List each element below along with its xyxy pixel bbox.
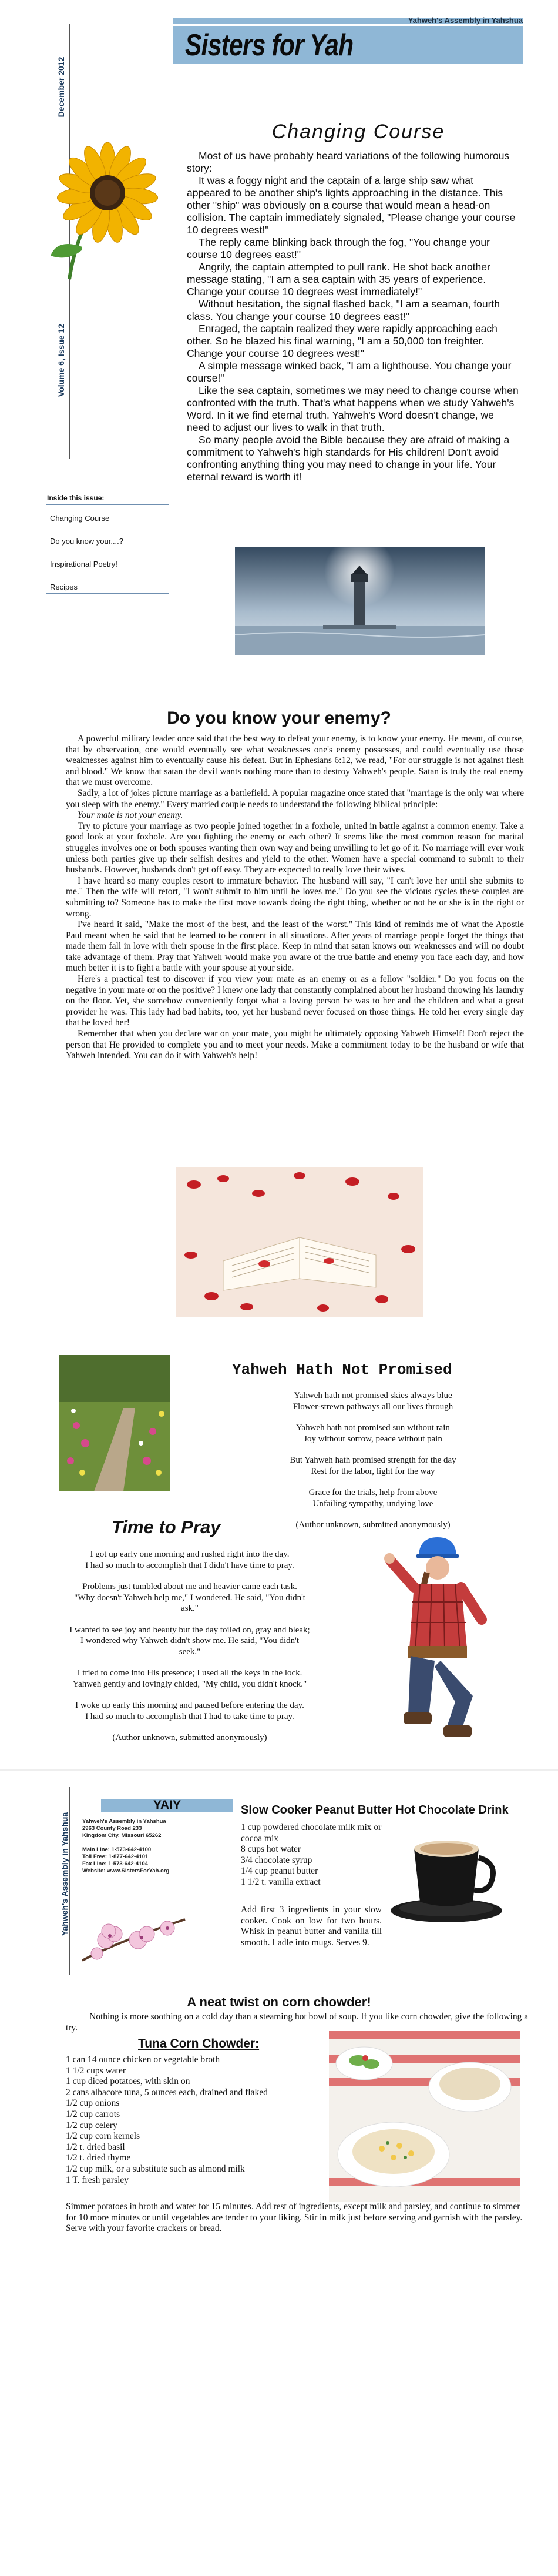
chowder-recipe-title: Tuna Corn Chowder: bbox=[138, 2037, 260, 2050]
chowder-directions: Simmer potatoes in broth and water for 15 minutes. Add rest of ingredients, except milk and parsley, and continue to simmer for 10 more minutes or until vegetables are tender to your liking. Stir in milk just before serving and garnish with the parsley. Serve with your favorite crackers or bread. bbox=[66, 2202, 523, 2234]
enemy-title: Do you know your enemy? bbox=[167, 708, 391, 728]
volume-issue: Volume 6, Issue 12 bbox=[56, 323, 66, 397]
page-title: Sisters for Yah bbox=[185, 28, 354, 62]
paragraph: Like the sea captain, sometimes we may need to change course when confronted with the truth. That's what happens when we study Yahweh's Word. In it we find eternal truth. Yahweh's Word doesn't change, we need to adjust our lives to walk in that truth. bbox=[187, 384, 519, 433]
garden-image bbox=[59, 1355, 170, 1491]
poem-credit: (Author unknown, submitted anonymously) bbox=[295, 1520, 451, 1530]
ingredient: 8 cups hot water bbox=[241, 1844, 301, 1855]
toc-item[interactable]: Do you know your....? bbox=[50, 537, 124, 546]
not-promised-title: Yahweh Hath Not Promised bbox=[232, 1361, 452, 1379]
ingredient: 1 cup diced potatoes, with skin on bbox=[66, 2076, 190, 2087]
kneeling-worker-image bbox=[373, 1520, 502, 1743]
vertical-rule-2 bbox=[69, 1787, 70, 1975]
ingredient: 1/4 cup peanut butter bbox=[241, 1866, 318, 1876]
paragraph: Enraged, the captain realized they were rapidly approaching each other. So he blazed his final warning, "I am a 50,000 ton freighter. Change your course 10 degrees west!" bbox=[187, 323, 498, 359]
page-divider bbox=[0, 1769, 558, 1771]
toc-heading: Inside this issue: bbox=[47, 494, 105, 502]
paragraph: Most of us have probably heard variations of the following humorous story: bbox=[187, 150, 510, 174]
paragraph: I've heard it said, "Make the most of the best, and the least of the worst." This kind of reminds me of what the Apostle Paul meant when he said that he learned to be content in all situations. After years of marriage people forget the things that made them fall in love with their spouse in the first place. Keep in mind that satan knows our weaknesses and will no doubt take advantage of them. Pray that Yahweh would make you aware of the true battle and enemy you face each day, and how much better it is to fight a battle with your spouse at your side. bbox=[66, 919, 524, 973]
ingredient: 1 T. fresh parsley bbox=[66, 2174, 129, 2185]
toc-item[interactable]: Changing Course bbox=[50, 514, 110, 523]
cocoa-title: Slow Cooker Peanut Butter Hot Chocolate Drink bbox=[241, 1804, 509, 1816]
contact-info: Yahweh's Assembly in Yahshua 2963 County Road 233 Kingdom City, Missouri 65262 Main Line: 1-573-642-4100 Toll Free: 1-877-642-4101 Fax Line: 1-573-642-4104 Website: www.SistersForYah.org bbox=[82, 1818, 170, 1874]
ingredient: 1/2 t. dried basil bbox=[66, 2142, 125, 2152]
not-promised-poem bbox=[276, 1390, 470, 1531]
side-org: Yahweh's Assembly in Yahshua bbox=[60, 1812, 69, 1936]
poem-stanza: Grace for the trials, help from above Unfailing sympathy, undying love bbox=[308, 1488, 438, 1508]
paragraph: Sadly, a lot of jokes picture marriage as a battlefield. A popular magazine once stated that "marriage is the only war where you sleep with the enemy." Every married couple needs to understand the following biblical principle: bbox=[66, 788, 524, 809]
yaiy-label: YAIY bbox=[153, 1798, 181, 1812]
ingredient: 3/4 chocolate syrup bbox=[241, 1855, 312, 1865]
ingredient: 1/2 cup celery bbox=[66, 2120, 117, 2130]
ingredient: 1/2 cup onions bbox=[66, 2098, 120, 2109]
paragraph: Try to picture your marriage as two people joined together in a foxhole, united in battle against a common enemy. Take a good look at your foxhole. Are you fighting the enemy or each other? It seems like the most common reason for marital struggles involves one or both spouses wanting their own way and being unwilling to let go of it. No marriage will ever work unless both parties give up their selfish desires and yield to the other. Women have a special command to submit to their husbands. However, husbands don't get off easy. They are expected to really love their wives. bbox=[66, 821, 524, 875]
poem-stanza: But Yahweh hath promised strength for the day Rest for the labor, light for the way bbox=[290, 1456, 456, 1476]
ingredient: 1/2 t. dried thyme bbox=[66, 2153, 131, 2163]
chowder-ingredients bbox=[66, 2055, 324, 2186]
paragraph: A powerful military leader once said that the best way to defeat your enemy, is to know your enemy. He meant, of course, that by observation, one would eventually see what weaknesses one's enemy possesses, and could eventually use those weaknesses against him to eventually cause his defeat. But in Ephesians 6:12, we read, "For our struggle is not against flesh and blood." We know that satan the devil wants nothing more than to destroy Yahweh's people. Satan is truly the real enemy that we must overcome. bbox=[66, 734, 524, 788]
paragraph: The reply came blinking back through the fog, "You change your course 10 degrees east!" bbox=[187, 236, 490, 260]
poem-stanza: I woke up early this morning and paused before entering the day. I had so much to accomplish that I had to take time to pray. bbox=[75, 1701, 304, 1721]
toc-item[interactable]: Recipes bbox=[50, 583, 78, 591]
header-org: Yahweh's Assembly in Yahshua bbox=[408, 16, 523, 25]
paragraph: Without hesitation, the signal flashed back, "I am a seaman, fourth class. You change your course 10 degrees east!" bbox=[187, 298, 500, 322]
cocoa-ingredients bbox=[241, 1822, 382, 1888]
toc-item[interactable]: Inspirational Poetry! bbox=[50, 560, 117, 568]
ingredient: 2 cans albacore tuna, 5 ounces each, drained and flaked bbox=[66, 2087, 268, 2097]
ingredient: 1 can 14 ounce chicken or vegetable broth bbox=[66, 2055, 220, 2065]
paragraph: So many people avoid the Bible because they are afraid of making a commitment to Yahweh's high standards for His children! Don't avoid confronting anything thing you may need to change in your life. Your eternal reward is worth it! bbox=[187, 434, 510, 483]
changing-course-title: Changing Course bbox=[271, 121, 445, 143]
paragraph: Your mate is not your enemy. bbox=[78, 810, 183, 821]
paragraph: Angrily, the captain attempted to pull rank. He shot back another message stating, "I am a sea captain with 35 years of experience. Change your course 10 degrees west immediately!" bbox=[187, 261, 490, 297]
paragraph: Remember that when you declare war on your mate, you might be ultimately opposing Yahweh Himself! Don't reject the person that He provided to complete you and to meet your needs. Make a commitment today to be the husband or wife that Yahweh intended. You can do it with Yahweh's help! bbox=[66, 1029, 524, 1061]
poem-stanza: Yahweh hath not promised skies always blue Flower-strewn pathways all our lives through bbox=[293, 1391, 453, 1411]
cocoa-directions: Add first 3 ingredients in your slow cooker. Cook on low for two hours. Whisk in peanut butter and vanilla till smooth. Ladle into mugs. Serves 9. bbox=[241, 1905, 382, 1948]
sunflower-image bbox=[40, 141, 163, 282]
ingredient: 1 1/2 t. vanilla extract bbox=[241, 1876, 321, 1887]
chowder-intro: Nothing is more soothing on a cold day than a steaming hot bowl of soup. If you like corn chowder, give the following a try. bbox=[66, 2012, 529, 2033]
ingredient: 1/2 cup carrots bbox=[66, 2109, 120, 2119]
bible-petals-image bbox=[176, 1167, 423, 1317]
poem-stanza: Yahweh hath not promised sun without rain Joy without sorrow, peace without pain bbox=[296, 1423, 450, 1444]
changing-course-body bbox=[187, 150, 519, 483]
cocoa-mug-image bbox=[385, 1822, 508, 1925]
blossom-image bbox=[79, 1908, 188, 1972]
enemy-body bbox=[66, 734, 524, 1062]
issue-date: December 2012 bbox=[56, 56, 66, 118]
ingredient: 1/2 cup milk, or a substitute such as almond milk bbox=[66, 2163, 245, 2174]
ingredient: 1 1/2 cups water bbox=[66, 2065, 126, 2076]
poem-stanza: I tried to come into His presence; I used all the keys in the lock. Yahweh gently and lovingly chided, "My child, you didn't knock." bbox=[72, 1668, 307, 1689]
lighthouse-image bbox=[235, 547, 485, 655]
time-to-pray-poem bbox=[69, 1549, 310, 1744]
chowder-title: A neat twist on corn chowder! bbox=[187, 1995, 371, 2009]
poem-stanza: I got up early one morning and rushed right into the day. I had so much to accomplish that I didn't have time to pray. bbox=[85, 1550, 294, 1570]
poem-credit: (Author unknown, submitted anonymously) bbox=[112, 1733, 267, 1742]
paragraph: I have heard so many couples resort to immature behavior. The husband will say, "I can't love her until she submits to me." Then the wife will retort, "I won't submit to him until he loves me." Do you see the vicious cycles these couples are submitting to? Someone has to make the first move towards doing the right thing, whether or not he or she is in the right or wrong. bbox=[66, 875, 524, 919]
paragraph: It was a foggy night and the captain of a large ship saw what appeared to be another ship's lights approaching in the distance. This other "ship" was obviously on a course that would mean a head-on collision. The captain immediately signaled, "Please change your course 10 degrees west!" bbox=[187, 175, 516, 236]
toc-box bbox=[46, 504, 169, 594]
poem-stanza: Problems just tumbled about me and heavier came each task. "Why doesn't Yahweh help me," I wondered. He said, "You didn't ask." bbox=[74, 1582, 305, 1613]
chowder-image bbox=[329, 2031, 520, 2202]
paragraph: Here's a practical test to discover if you view your mate as an enemy or as a fellow "soldier." Do you focus on the negative in your mate or on the positive? I knew one lady that constantly complained about her husband throwing his laundry on the floor. Yet, she somehow conveniently forgot what a loving person he was to her and the children and what a great provider he was. This lady had bad habits, too, yet her husband never focused on those things. He told her every single day that he loved her! bbox=[66, 974, 524, 1028]
time-to-pray-title: Time to Pray bbox=[112, 1517, 221, 1537]
poem-stanza: I wanted to see joy and beauty but the day toiled on, gray and bleak; I wondered why Yahweh didn't show me. He said, "You didn't seek." bbox=[69, 1625, 310, 1657]
paragraph: A simple message winked back, "I am a lighthouse. You change your course!" bbox=[187, 360, 512, 384]
ingredient: 1/2 cup corn kernels bbox=[66, 2131, 140, 2142]
ingredient: 1 cup powdered chocolate milk mix or cocoa mix bbox=[241, 1822, 382, 1844]
